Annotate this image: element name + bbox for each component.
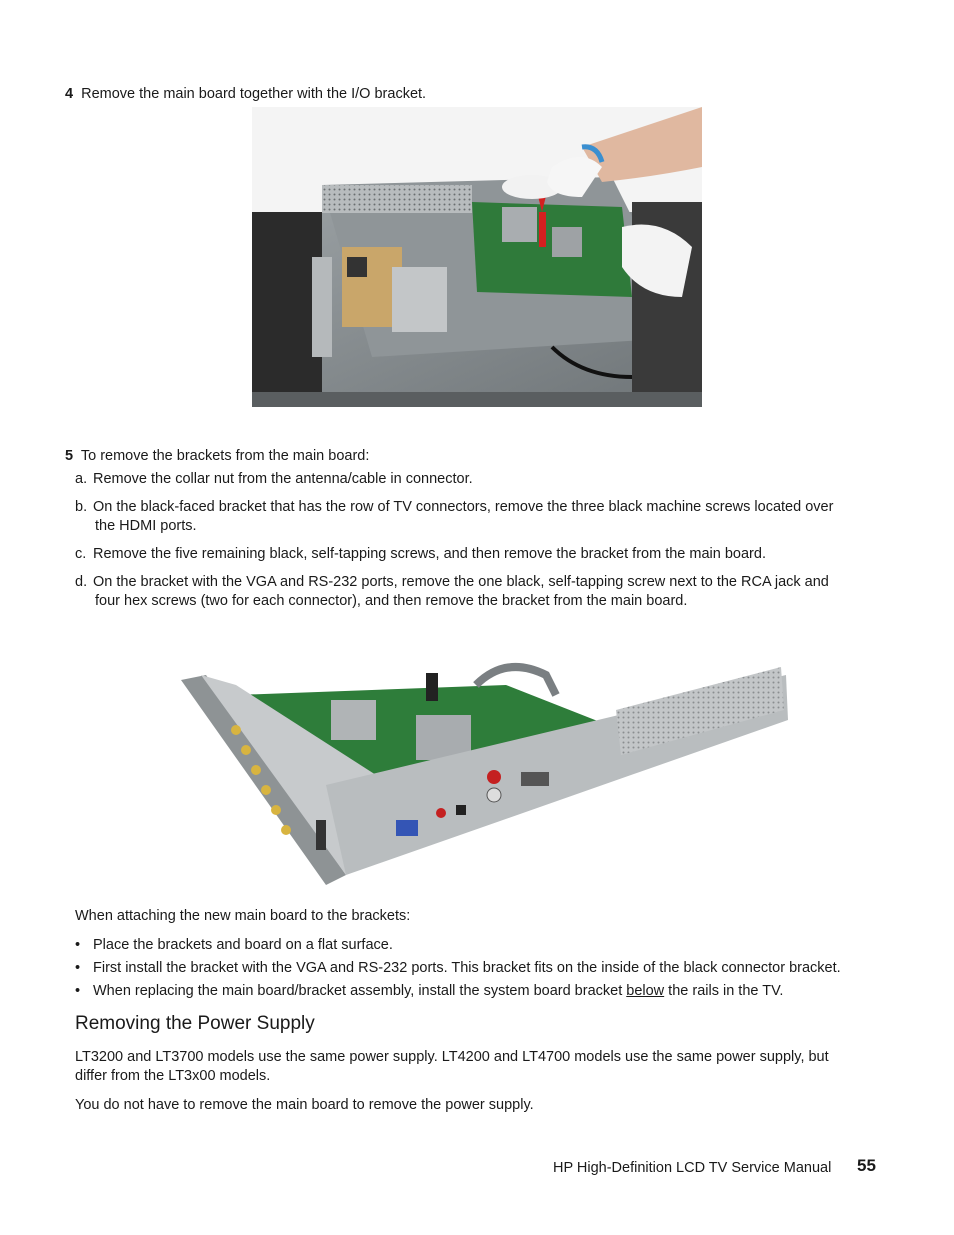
substep-c: c. Remove the five remaining black, self-tapping screws, and then remove the bracket from the main board.	[75, 546, 766, 562]
section-heading: Removing the Power Supply	[75, 1013, 315, 1034]
photo-board-brackets	[176, 655, 788, 885]
page-number: 55	[857, 1156, 876, 1175]
footer-title: HP High-Definition LCD TV Service Manual	[553, 1160, 832, 1176]
step-5	[65, 447, 369, 466]
paragraph: LT3200 and LT3700 models use the same power supply. LT4200 and LT4700 models use the same power supply, but differ from the LT3x00 models.	[75, 1049, 829, 1084]
substep-d: d. On the bracket with the VGA and RS-232 ports, remove the one black, self-tapping screw next to the RCA jack and four hex screws (two for each connector), and then remove the bracket from the main board.	[75, 574, 829, 609]
step-text: To remove the brackets from the main board:	[80, 448, 370, 464]
step-text: Remove the main board together with the I/O bracket.	[81, 86, 427, 102]
step-4	[65, 85, 426, 104]
substep-a: a. Remove the collar nut from the antenna/cable in connector.	[75, 471, 473, 487]
step-number: 4	[65, 86, 74, 102]
step-number: 5	[65, 448, 74, 464]
substep-b: b. On the black-faced bracket that has the row of TV connectors, remove the three black machine screws located over the HDMI ports.	[75, 499, 834, 534]
bullet-item: • When replacing the main board/bracket assembly, install the system board bracket below the rails in the TV.	[75, 983, 784, 999]
bullet-item: • Place the brackets and board on a flat surface.	[75, 937, 393, 953]
bullet-item: • First install the bracket with the VGA and RS-232 ports. This bracket fits on the inside of the black connector bracket.	[75, 960, 841, 976]
attach-intro: When attaching the new main board to the brackets:	[75, 908, 411, 924]
paragraph: You do not have to remove the main board to remove the power supply.	[75, 1097, 534, 1113]
photo-main-board-removal	[252, 107, 702, 407]
